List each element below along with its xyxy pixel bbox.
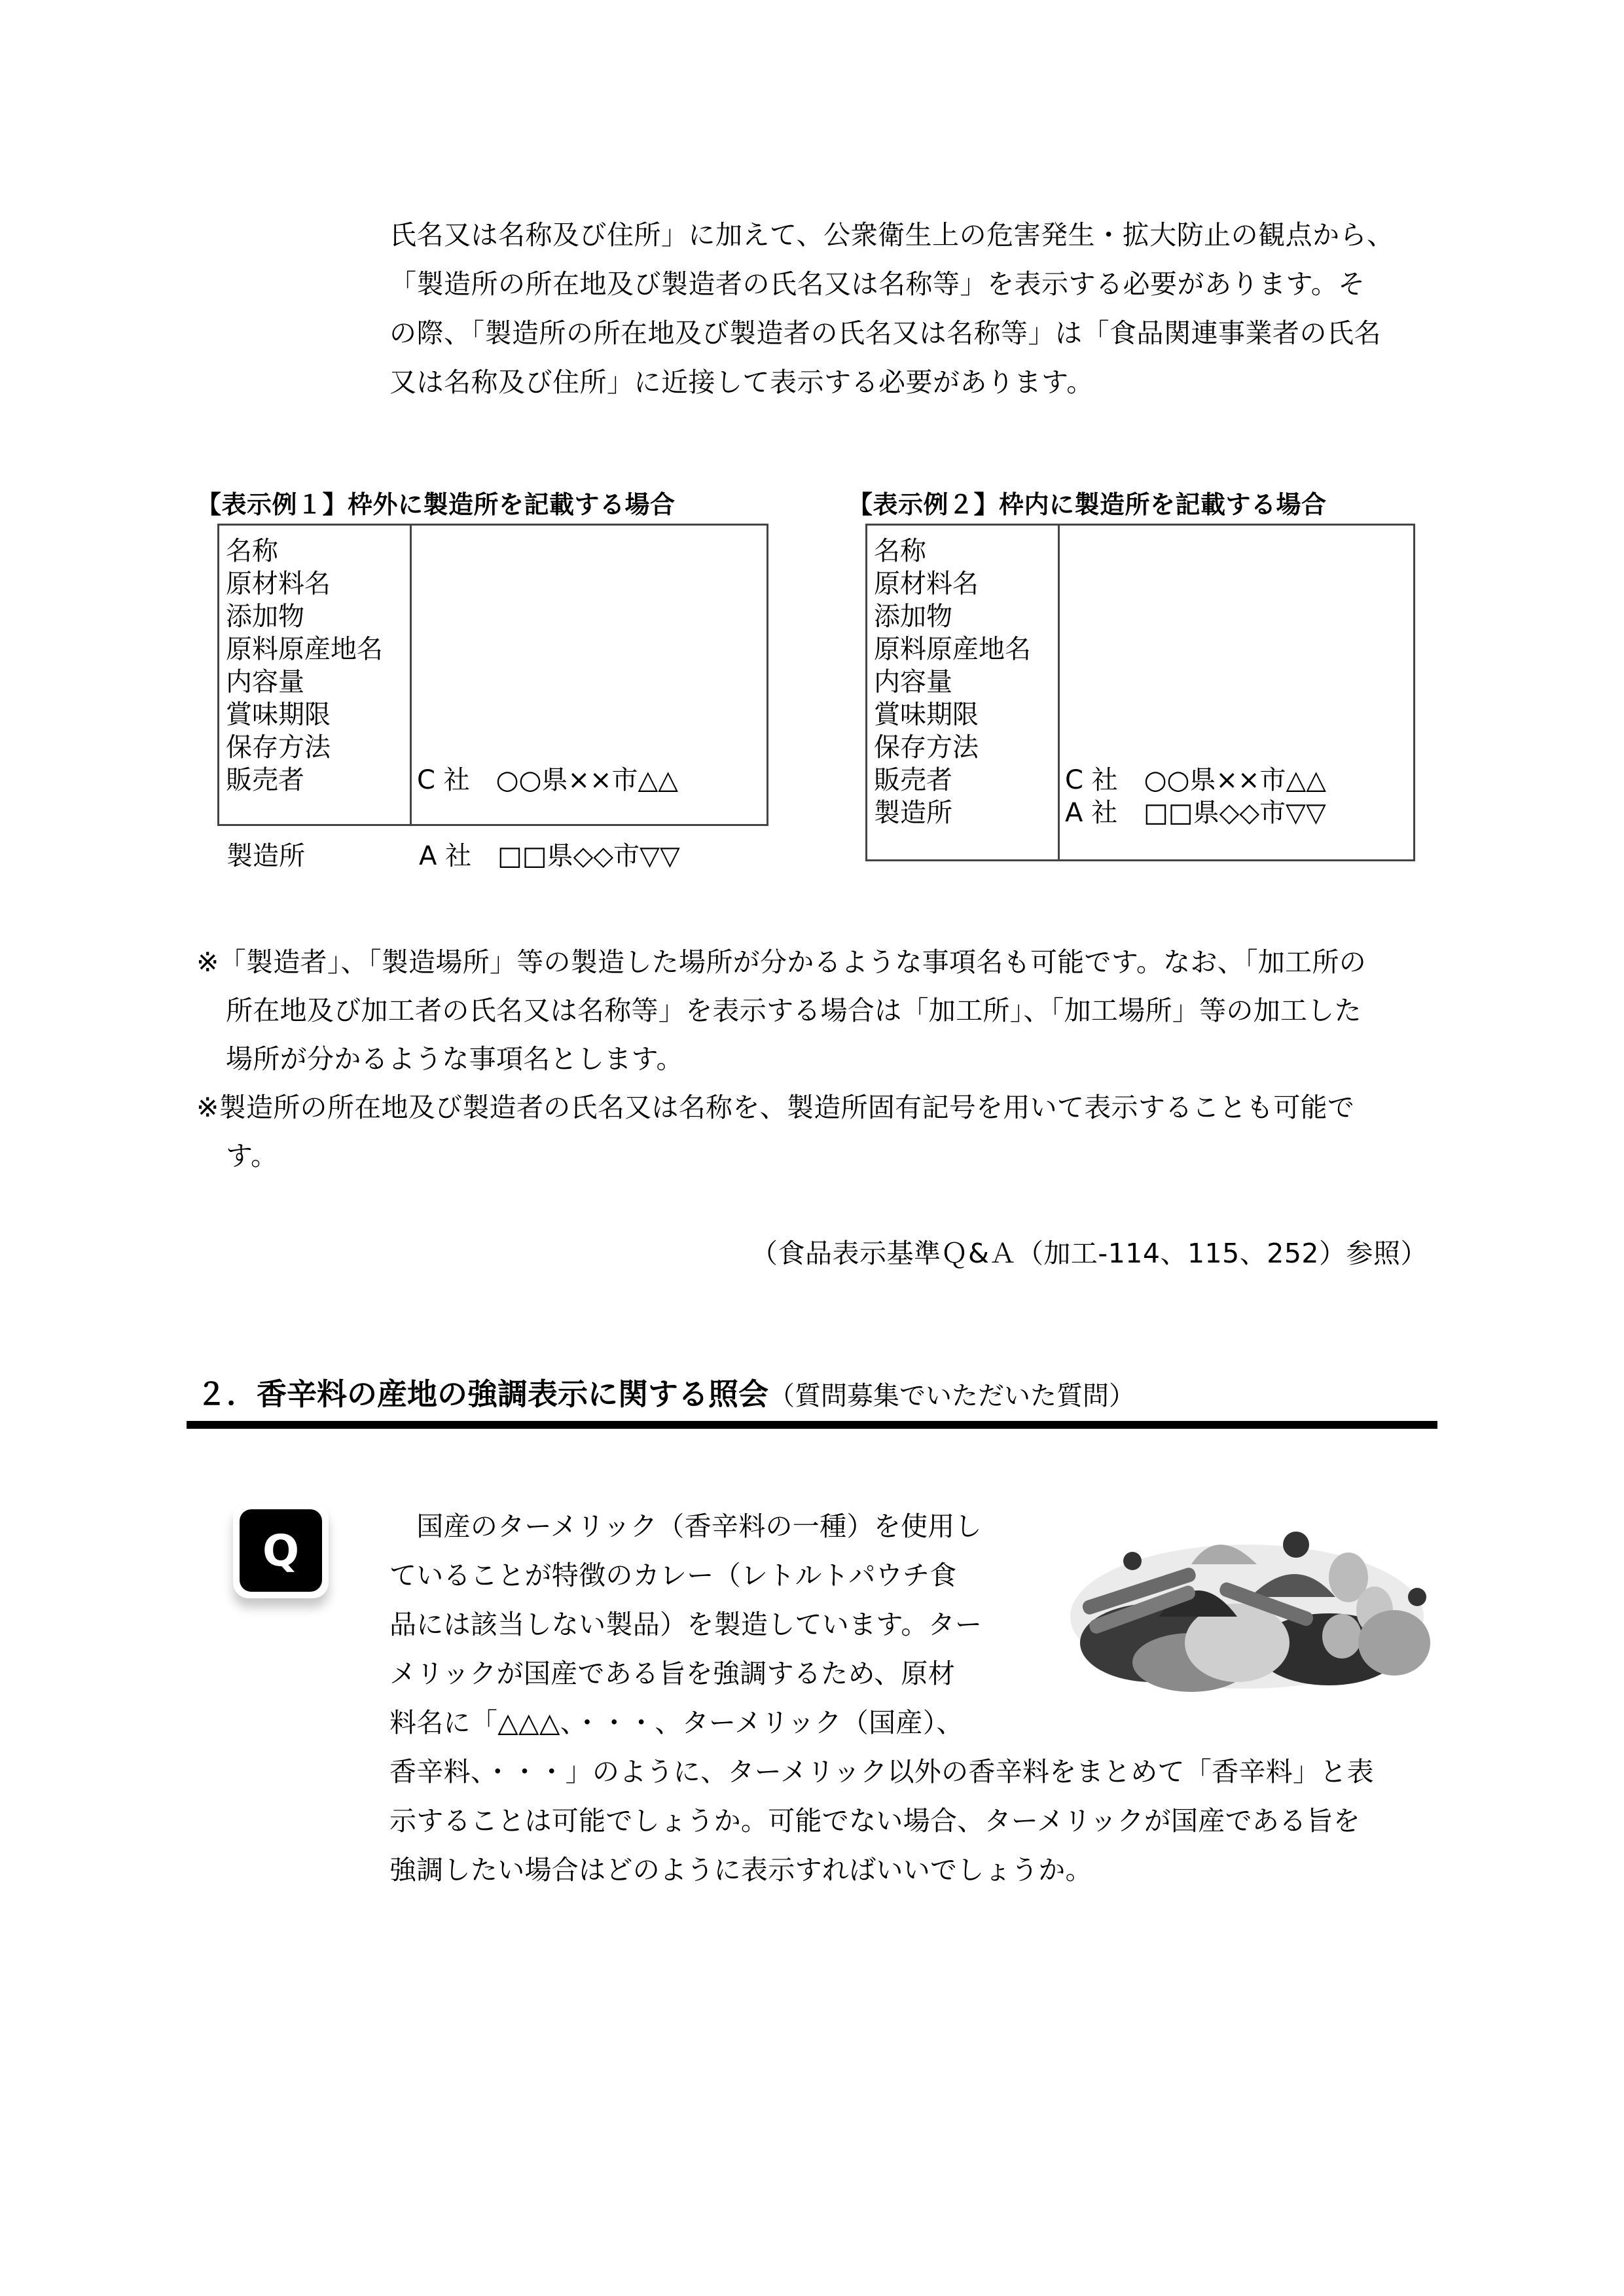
note-line: ※「製造者」、「製造場所」等の製造した場所が分かるような事項名も可能です。なお、「加工所の	[196, 946, 1367, 978]
question-line: 品には該当しない製品）を製造しています。ター	[389, 1609, 983, 1640]
label-item: 添加物	[226, 601, 304, 632]
example2-title: 【表示例２】枠内に製造所を記載する場合	[848, 490, 1327, 519]
text-line: 「製造所の所在地及び製造者の氏名又は名称等」を表示する必要があります。そ	[389, 268, 1365, 300]
maker-value: A 社 □□県◇◇市▽▽	[1065, 798, 1326, 828]
question-text	[389, 1502, 1437, 1895]
question-line: ていることが特徴のカレー（レトルトパウチ食	[389, 1560, 957, 1591]
label-item: 販売者	[226, 765, 304, 795]
label-item: 名称	[226, 536, 278, 566]
note-line: ※製造所の所在地及び製造者の氏名又は名称を、製造所固有記号を用いて表示することも可能で	[196, 1092, 1355, 1123]
section2-subtitle: （質問募集でいただいた質問）	[768, 1381, 1135, 1411]
section2-heading	[196, 1374, 1135, 1416]
label-item: 賞味期限	[874, 700, 979, 730]
question-badge-icon	[233, 1503, 329, 1598]
question-line: 香辛料、・・・」のように、ターメリック以外の香辛料をまとめて「香辛料」と表	[389, 1756, 1374, 1787]
example2-item-column	[867, 526, 1060, 859]
note-line: 場所が分かるような事項名とします。	[226, 1043, 683, 1075]
section-divider	[187, 1421, 1437, 1429]
label-item: 販売者	[874, 765, 952, 795]
text-line: 氏名又は名称及び住所」に加えて、公衆衛生上の危害発生・拡大防止の観点から、	[389, 219, 1394, 251]
outside-maker-value: A 社 □□県◇◇市▽▽	[419, 841, 680, 871]
label-item: 保存方法	[874, 732, 979, 762]
label-item: 原材料名	[226, 569, 331, 599]
question-badge-label: Q	[240, 1509, 322, 1592]
question-line: 料名に「△△△、・・・、ターメリック（国産）、	[389, 1707, 964, 1738]
reference-citation: （食品表示基準Ｑ&Ａ（加工-114、115、252）参照）	[750, 1238, 1428, 1269]
label-item: 保存方法	[226, 732, 331, 762]
question-line: 示することは可能でしょうか。可能でない場合、ターメリックが国産である旨を	[389, 1805, 1361, 1837]
example1-title: 【表示例１】枠外に製造所を記載する場合	[196, 490, 676, 519]
text-line: 又は名称及び住所」に近接して表示する必要があります。	[389, 367, 1094, 398]
example1-label-box	[217, 524, 768, 826]
question-line: 強調したい場合はどのように表示すればいいでしょうか。	[389, 1854, 1092, 1886]
label-item: 賞味期限	[226, 700, 331, 730]
example1-item-column	[219, 526, 412, 824]
label-item: 添加物	[874, 601, 952, 632]
label-item: 名称	[874, 536, 926, 566]
seller-value: C 社 ○○県××市△△	[417, 765, 679, 795]
intro-paragraph	[389, 211, 1437, 407]
question-line: メリックが国産である旨を強調するため、原材	[389, 1658, 956, 1689]
label-item: 内容量	[874, 667, 952, 697]
note-2	[196, 1083, 1440, 1180]
label-item: 製造所	[874, 798, 952, 828]
note-line: す。	[226, 1140, 278, 1172]
label-item: 原料原産地名	[226, 634, 383, 664]
note-line: 所在地及び加工者の氏名又は名称等」を表示する場合は「加工所」、「加工場所」等の加工した	[226, 995, 1362, 1026]
example1-value-column	[412, 526, 767, 824]
outside-maker-label: 製造所	[226, 841, 305, 871]
example2-label-box	[865, 524, 1415, 861]
text-line: の際、「製造所の所在地及び製造者の氏名又は名称等」は「食品関連事業者の氏名	[389, 317, 1381, 349]
label-item: 原材料名	[874, 569, 979, 599]
example2-value-column	[1060, 526, 1413, 859]
label-item: 原料原産地名	[874, 634, 1031, 664]
seller-value: C 社 ○○県××市△△	[1065, 765, 1327, 795]
question-line: 国産のターメリック（香辛料の一種）を使用し	[389, 1511, 982, 1542]
label-item: 内容量	[226, 667, 304, 697]
note-1	[196, 938, 1440, 1083]
section2-title: ２．香辛料の産地の強調表示に関する照会	[196, 1376, 768, 1412]
